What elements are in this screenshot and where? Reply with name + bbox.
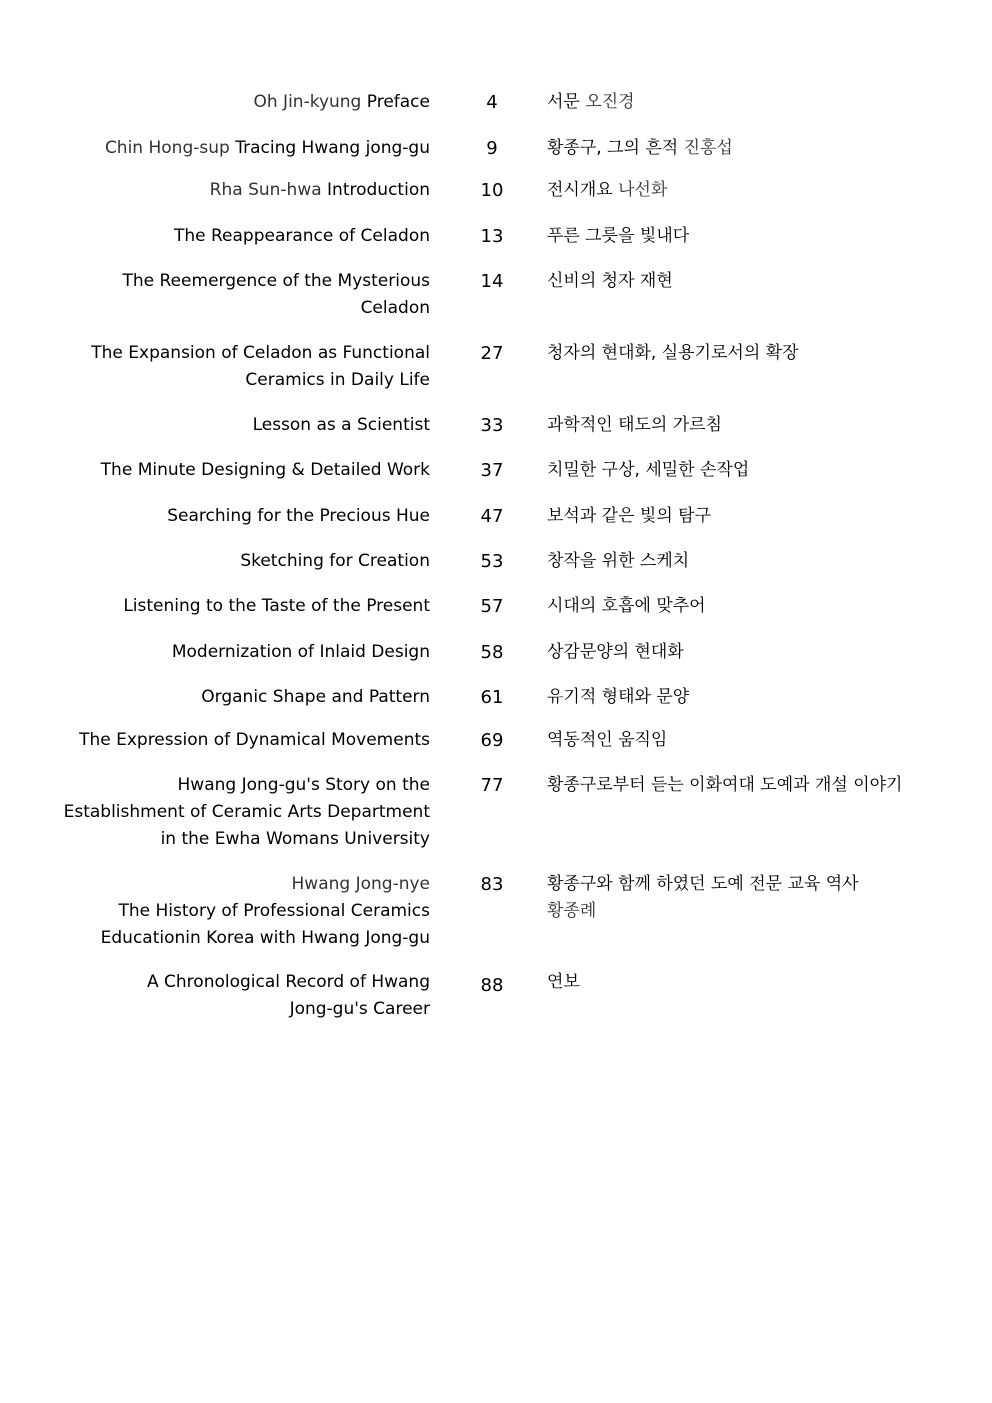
toc-title-ko: 상감문양의 현대화 — [547, 642, 684, 662]
toc-author-en: Oh Jin-kyung — [253, 92, 362, 112]
toc-title-ko: 보석과 같은 빛의 탐구 — [547, 506, 712, 526]
toc-korean — [547, 871, 967, 925]
toc-page-number: 27 — [480, 343, 504, 364]
toc-english — [50, 503, 430, 530]
toc-title-en-line: Hwang Jong-gu's Story on the — [177, 775, 430, 795]
toc-title-en: Lesson as a Scientist — [252, 415, 430, 435]
toc-english — [50, 684, 430, 711]
toc-page-number: 88 — [480, 975, 504, 996]
toc-title-en: Introduction — [327, 180, 430, 200]
toc-page-number: 33 — [480, 415, 504, 436]
toc-title-ko: 치밀한 구상, 세밀한 손작업 — [547, 460, 750, 480]
toc-english — [50, 177, 430, 204]
toc-title-en: Preface — [366, 92, 430, 112]
toc-english — [50, 548, 430, 575]
toc-title-en-line: The Expansion of Celadon as Functional — [91, 343, 430, 363]
toc-title-ko: 황종구와 함께 하였던 도예 전문 교육 역사 — [547, 874, 859, 894]
toc-english — [50, 593, 430, 620]
toc-title-ko: 전시개요 — [547, 180, 613, 200]
toc-page-number: 47 — [480, 506, 504, 527]
toc-english — [50, 871, 430, 952]
toc-korean — [547, 772, 967, 799]
toc-title-en: The Expression of Dynamical Movements — [79, 730, 430, 750]
toc-page-number: 77 — [480, 775, 504, 796]
toc-english — [50, 639, 430, 666]
toc-title-en: Sketching for Creation — [240, 551, 430, 571]
toc-author-en: Hwang Jong-nye — [291, 874, 430, 894]
toc-page-number: 83 — [480, 874, 504, 895]
toc-title-en-line: in the Ewha Womans University — [160, 829, 430, 849]
toc-english — [50, 340, 430, 394]
toc-korean — [547, 412, 967, 439]
toc-title-ko: 과학적인 태도의 가르침 — [547, 415, 723, 435]
toc-korean — [547, 593, 967, 620]
toc-title-en-line: The History of Professional Ceramics — [118, 901, 430, 921]
toc-english — [50, 772, 430, 853]
toc-korean — [547, 223, 967, 250]
toc-title-en-line: Ceramics in Daily Life — [245, 370, 430, 390]
toc-korean — [547, 268, 967, 295]
toc-page-number: 4 — [486, 92, 498, 113]
toc-korean — [547, 503, 967, 530]
toc-title-ko: 서문 — [547, 92, 580, 112]
toc-page-number: 37 — [480, 460, 504, 481]
toc-korean — [547, 969, 967, 996]
toc-korean — [547, 177, 967, 204]
toc-page-number: 13 — [480, 226, 504, 247]
toc-page-number: 69 — [480, 730, 504, 751]
toc-english — [50, 268, 430, 322]
toc-korean — [547, 457, 967, 484]
toc-title-ko: 창작을 위한 스케치 — [547, 551, 690, 571]
toc-korean — [547, 89, 967, 116]
toc-title-en-line: Jong-gu's Career — [289, 999, 430, 1019]
toc-author-en: Rha Sun-hwa — [209, 180, 322, 200]
toc-title-ko: 연보 — [547, 972, 580, 992]
toc-korean — [547, 548, 967, 575]
toc-english — [50, 727, 430, 754]
toc-page-number: 61 — [480, 687, 504, 708]
toc-english — [50, 457, 430, 484]
toc-author-ko: 진홍섭 — [683, 138, 733, 158]
toc-page-number: 53 — [480, 551, 504, 572]
toc-korean — [547, 727, 967, 754]
toc-title-ko: 역동적인 움직임 — [547, 730, 668, 750]
toc-title-ko: 황종구로부터 듣는 이화여대 도예과 개설 이야기 — [547, 775, 903, 795]
toc-title-en: Searching for the Precious Hue — [167, 506, 430, 526]
toc-page-number: 57 — [480, 596, 504, 617]
toc-author-ko: 황종례 — [547, 901, 597, 921]
toc-title-en-line: The Reemergence of the Mysterious — [122, 271, 430, 291]
toc-title-en: The Reappearance of Celadon — [173, 226, 430, 246]
toc-korean — [547, 135, 967, 162]
toc-title-ko: 황종구, 그의 흔적 — [547, 138, 679, 158]
toc-page-number: 9 — [486, 138, 498, 159]
toc-english — [50, 89, 430, 116]
toc-title-en: The Minute Designing & Detailed Work — [100, 460, 430, 480]
toc-title-en: Tracing Hwang jong-gu — [235, 138, 430, 158]
toc-korean — [547, 684, 967, 711]
toc-title-ko: 신비의 청자 재현 — [547, 271, 673, 291]
toc-page-number: 10 — [480, 180, 504, 201]
toc-korean — [547, 340, 967, 367]
toc-title-ko: 푸른 그릇을 빛내다 — [547, 226, 690, 246]
toc-title-ko: 시대의 호흡에 맞추어 — [547, 596, 706, 616]
toc-author-en: Chin Hong-sup — [104, 138, 230, 158]
toc-page-number: 14 — [480, 271, 504, 292]
toc-title-en-line: Celadon — [360, 298, 430, 318]
toc-english — [50, 223, 430, 250]
toc-title-en-line: A Chronological Record of Hwang — [147, 972, 430, 992]
toc-english — [50, 969, 430, 1023]
toc-title-en: Organic Shape and Pattern — [201, 687, 430, 707]
toc-title-ko: 청자의 현대화, 실용기로서의 확장 — [547, 343, 799, 363]
toc-english — [50, 412, 430, 439]
toc-author-ko: 나선화 — [618, 180, 668, 200]
toc-page-number: 58 — [480, 642, 504, 663]
toc-english — [50, 135, 430, 162]
toc-title-en-line: Establishment of Ceramic Arts Department — [63, 802, 430, 822]
toc-title-en: Listening to the Taste of the Present — [123, 596, 430, 616]
toc-author-ko: 오진경 — [585, 92, 635, 112]
toc-title-en-line: Educationin Korea with Hwang Jong-gu — [100, 928, 430, 948]
toc-title-ko: 유기적 형태와 문양 — [547, 687, 690, 707]
toc-title-en: Modernization of Inlaid Design — [171, 642, 430, 662]
toc-korean — [547, 639, 967, 666]
